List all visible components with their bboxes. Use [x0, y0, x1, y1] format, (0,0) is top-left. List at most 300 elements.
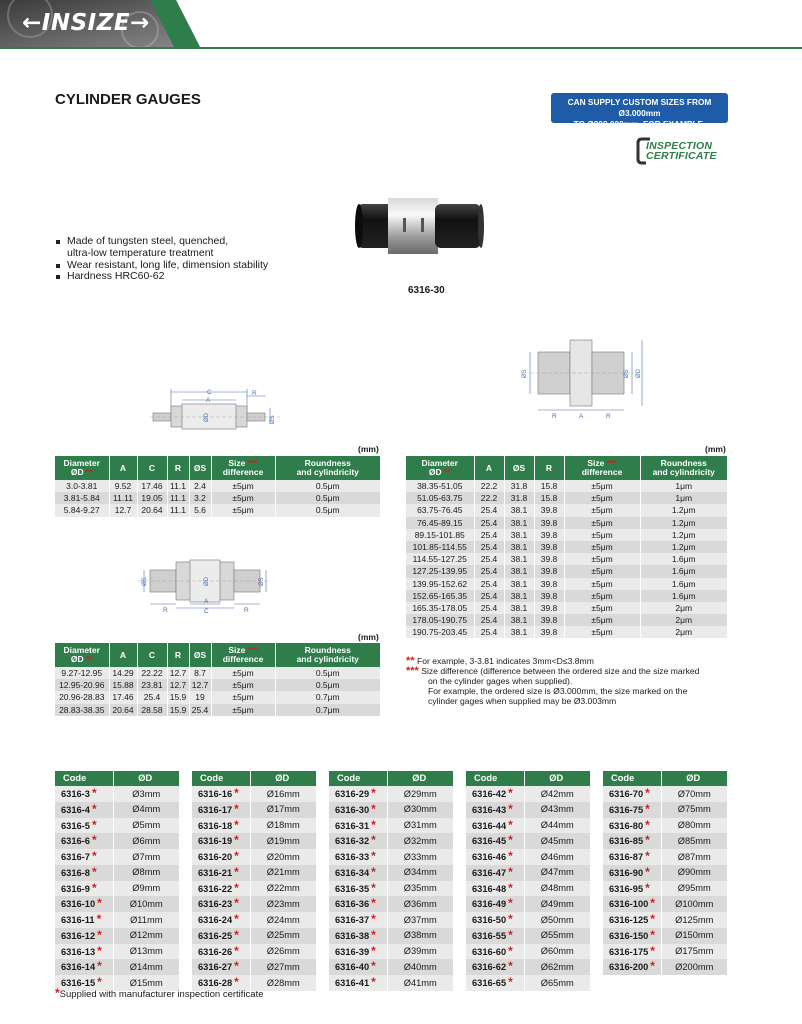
diameter-cell: Ø6mm — [113, 833, 180, 849]
page-title: CYLINDER GAUGES — [55, 91, 201, 108]
model-code: 6316-6 — [61, 836, 90, 847]
code-row — [192, 833, 317, 849]
model-code: 6316-70 — [609, 789, 644, 799]
code-cell — [55, 928, 113, 944]
table-cell: 165.35-178.05 — [406, 602, 474, 614]
code-cell — [466, 849, 524, 865]
code-row — [55, 959, 180, 975]
table-row — [406, 602, 728, 614]
table-cell: 19.05 — [137, 492, 167, 504]
code-row — [192, 818, 317, 834]
diameter-cell: Ø14mm — [113, 959, 180, 975]
code-cell — [466, 928, 524, 944]
code-cell — [603, 802, 661, 818]
table-cell: 1.6μm — [640, 578, 728, 590]
certificate-asterisk: * — [234, 833, 239, 848]
table-cell: 15.88 — [109, 679, 137, 691]
code-row — [55, 912, 180, 928]
table-cell: ±5μm — [564, 517, 640, 529]
model-code: 6316-46 — [472, 852, 507, 862]
certificate-label: INSPECTION CERTIFICATE — [646, 140, 717, 162]
col-code: Code — [55, 771, 113, 786]
diameter-cell: Ø39mm — [387, 944, 454, 960]
code-cell — [192, 959, 250, 975]
table-cell: 0.7μm — [275, 704, 381, 716]
certificate-asterisk: * — [508, 786, 513, 800]
spec-table-body — [55, 480, 381, 517]
table-cell: 1.2μm — [640, 541, 728, 553]
model-code: 6316-38 — [335, 930, 370, 941]
spec-table-header — [406, 456, 728, 480]
note-range: ** For example, 3-3.81 indicates 3mm<D≤3.8mm — [406, 655, 594, 667]
brand-logo: ←INSIZE→ — [22, 10, 150, 36]
diameter-cell: Ø65mm — [524, 975, 591, 991]
code-cell — [55, 802, 113, 818]
code-table — [603, 771, 728, 975]
table-row — [55, 704, 381, 716]
header-banner — [0, 0, 802, 50]
code-row — [329, 912, 454, 928]
diameter-cell: Ø60mm — [524, 944, 591, 960]
code-cell — [329, 928, 387, 944]
code-row — [329, 818, 454, 834]
table-cell: 39.8 — [534, 578, 564, 590]
model-code: 6316-175 — [609, 946, 649, 957]
model-code: 6316-28 — [198, 978, 233, 988]
diameter-cell: Ø41mm — [387, 975, 454, 991]
table-row — [406, 480, 728, 492]
model-code: 6316-32 — [335, 836, 370, 847]
table-row — [406, 614, 728, 626]
code-cell — [603, 912, 661, 928]
table-cell: ±5μm — [564, 541, 640, 553]
certificate-asterisk: * — [508, 849, 513, 863]
col-od: ØD — [113, 771, 180, 786]
certificate-asterisk: * — [645, 833, 650, 848]
certificate-asterisk: * — [371, 959, 376, 974]
model-code: 6316-87 — [609, 852, 644, 862]
diameter-cell: Ø11mm — [113, 912, 180, 928]
certificate-asterisk: * — [645, 817, 650, 832]
table-cell: 38.1 — [504, 614, 534, 626]
code-table — [192, 771, 317, 991]
unit-label: (mm) — [358, 632, 379, 642]
table-cell: ±5μm — [211, 504, 275, 516]
feature-item: Wear resistant, long life, dimension stability — [55, 260, 268, 272]
certificate-asterisk: * — [234, 943, 239, 958]
col-r: R — [167, 643, 189, 667]
code-row — [329, 786, 454, 802]
model-code: 6316-200 — [609, 962, 649, 973]
diameter-cell: Ø18mm — [250, 818, 317, 834]
code-cell — [192, 896, 250, 912]
diameter-cell: Ø42mm — [524, 786, 591, 802]
code-cell — [329, 833, 387, 849]
unit-label: (mm) — [705, 444, 726, 454]
col-od: ØD — [661, 771, 728, 786]
model-code: 6316-9 — [61, 883, 90, 894]
feature-item: Made of tungsten steel, quenched, — [55, 236, 268, 248]
table-cell: 20.64 — [109, 704, 137, 716]
table-cell: 39.8 — [534, 565, 564, 577]
model-code: 6316-43 — [472, 804, 507, 815]
col-os: ØS — [189, 643, 211, 667]
code-cell — [192, 802, 250, 818]
code-row — [329, 896, 454, 912]
certificate-asterisk: * — [371, 896, 376, 911]
diameter-cell: Ø12mm — [113, 928, 180, 944]
table-cell: 31.8 — [504, 480, 534, 492]
model-code: 6316-14 — [61, 962, 96, 973]
diameter-cell: Ø9mm — [113, 881, 180, 897]
code-cell — [329, 975, 387, 991]
certificate-asterisk: * — [234, 801, 239, 816]
diagram-label-r: R — [252, 390, 257, 397]
col-c: C — [137, 643, 167, 667]
diameter-cell: Ø24mm — [250, 912, 317, 928]
table-cell: ±5μm — [211, 691, 275, 703]
code-cell — [192, 912, 250, 928]
code-row — [329, 833, 454, 849]
code-cell — [466, 959, 524, 975]
table-row — [406, 504, 728, 516]
table-row — [55, 691, 381, 703]
table-cell: 1.2μm — [640, 517, 728, 529]
diameter-cell: Ø15mm — [113, 975, 180, 991]
code-cell — [192, 849, 250, 865]
model-code: 6316-125 — [609, 915, 649, 925]
table-cell: 15.8 — [534, 480, 564, 492]
col-code: Code — [466, 771, 524, 786]
note-size-difference: *** Size difference (difference between the ordered size and the size marked — [406, 665, 700, 677]
model-code: 6316-37 — [335, 915, 370, 925]
table-row — [55, 492, 381, 504]
certificate-asterisk: * — [508, 801, 513, 816]
code-row — [466, 881, 591, 897]
table-cell: 3.2 — [189, 492, 211, 504]
code-cell — [466, 786, 524, 802]
code-row — [466, 975, 591, 991]
code-row — [192, 849, 317, 865]
col-code: Code — [603, 771, 661, 786]
unit-label: (mm) — [358, 444, 379, 454]
code-row — [603, 818, 728, 834]
table-cell: ±5μm — [211, 679, 275, 691]
code-cell — [603, 865, 661, 881]
table-cell: 39.8 — [534, 626, 564, 638]
diameter-cell: Ø38mm — [387, 928, 454, 944]
table-cell: 152.65-165.35 — [406, 590, 474, 602]
code-cell — [329, 849, 387, 865]
certificate-asterisk: * — [645, 786, 650, 800]
table-cell: ±5μm — [564, 578, 640, 590]
col-size-difference: Size *** difference — [211, 456, 275, 480]
diameter-cell: Ø8mm — [113, 865, 180, 881]
table-cell: 25.4 — [474, 541, 504, 553]
diameter-cell: Ø75mm — [661, 802, 728, 818]
gauge-diagram-medium — [138, 556, 270, 614]
model-code: 6316-75 — [609, 804, 644, 815]
diameter-cell: Ø47mm — [524, 865, 591, 881]
spec-table-header — [55, 456, 381, 480]
code-cell — [603, 818, 661, 834]
diagram-label-os: ØS — [259, 577, 265, 586]
table-cell: 38.1 — [504, 565, 534, 577]
code-row — [55, 896, 180, 912]
certificate-asterisk: * — [508, 943, 513, 958]
code-cell — [466, 944, 524, 960]
diameter-cell: Ø22mm — [250, 881, 317, 897]
code-row — [55, 849, 180, 865]
certificate-asterisk: * — [91, 786, 97, 800]
table-cell: 2μm — [640, 614, 728, 626]
gauge-diagram-large — [516, 338, 650, 420]
table-cell: 1.6μm — [640, 590, 728, 602]
code-row — [55, 818, 180, 834]
custom-size-line2: TO Ø200.000mm, FOR EXAMPLE, Ø20.218mm — [573, 119, 706, 140]
model-code: 6316-5 — [61, 820, 90, 831]
col-os: ØS — [504, 456, 534, 480]
model-code: 6316-36 — [335, 899, 370, 910]
certificate-asterisk: * — [97, 943, 102, 958]
custom-size-line1: CAN SUPPLY CUSTOM SIZES FROM Ø3.000mm — [567, 97, 712, 118]
model-code: 6316-18 — [198, 820, 233, 831]
code-row — [603, 786, 728, 802]
model-code: 6316-40 — [335, 962, 370, 973]
table-cell: 8.7 — [189, 667, 211, 679]
code-row — [329, 944, 454, 960]
table-cell: 9.52 — [109, 480, 137, 492]
table-cell: 15.9 — [167, 691, 189, 703]
diameter-cell: Ø29mm — [387, 786, 454, 802]
table-cell: 101.85-114.55 — [406, 541, 474, 553]
diameter-cell: Ø125mm — [661, 912, 728, 928]
code-row — [466, 865, 591, 881]
code-row — [329, 849, 454, 865]
code-cell — [55, 818, 113, 834]
code-row — [329, 928, 454, 944]
table-cell: 0.5μm — [275, 480, 381, 492]
model-code: 6316-34 — [335, 867, 370, 878]
certificate-asterisk: * — [371, 786, 376, 800]
table-cell: 39.8 — [534, 504, 564, 516]
diagram-label-r: R — [552, 413, 557, 420]
certificate-asterisk: * — [508, 880, 513, 895]
diameter-cell: Ø37mm — [387, 912, 454, 928]
table-row — [55, 480, 381, 492]
model-code: 6316-15 — [61, 978, 96, 988]
model-code: 6316-4 — [61, 804, 90, 815]
table-cell: 76.45-89.15 — [406, 517, 474, 529]
code-cell — [603, 944, 661, 960]
code-cell — [466, 975, 524, 991]
diameter-cell: Ø100mm — [661, 896, 728, 912]
diameter-cell: Ø43mm — [524, 802, 591, 818]
diagram-label-r: R — [244, 607, 249, 614]
certificate-asterisk: * — [508, 975, 513, 989]
code-row — [329, 865, 454, 881]
diameter-cell: Ø10mm — [113, 896, 180, 912]
certificate-asterisk: * — [97, 959, 102, 974]
table-cell: 11.1 — [167, 480, 189, 492]
col-size-difference: Size *** difference — [564, 456, 640, 480]
code-cell — [192, 928, 250, 944]
col-diameter: Diameter ØD ** — [55, 643, 109, 667]
model-code: 6316-48 — [472, 883, 507, 894]
code-row — [603, 896, 728, 912]
code-row — [466, 928, 591, 944]
certificate-asterisk: * — [508, 896, 513, 911]
code-row — [603, 912, 728, 928]
table-cell: 38.1 — [504, 626, 534, 638]
table-cell: 2μm — [640, 602, 728, 614]
code-row — [192, 802, 317, 818]
table-cell: 3.0-3.81 — [55, 480, 109, 492]
diameter-cell: Ø50mm — [524, 912, 591, 928]
code-cell — [55, 944, 113, 960]
table-cell: ±5μm — [564, 602, 640, 614]
certificate-asterisk: * — [371, 880, 376, 895]
model-code: 6316-60 — [472, 946, 507, 957]
diameter-cell: Ø49mm — [524, 896, 591, 912]
certificate-asterisk: * — [650, 943, 655, 958]
table-cell: 28.58 — [137, 704, 167, 716]
model-code: 6316-26 — [198, 946, 233, 957]
code-row — [603, 928, 728, 944]
certificate-asterisk: * — [508, 927, 513, 942]
diagram-label-a: A — [206, 397, 211, 404]
code-cell — [466, 865, 524, 881]
col-od: ØD — [250, 771, 317, 786]
code-cell — [329, 802, 387, 818]
col-roundness: Roundness and cylindricity — [275, 456, 381, 480]
certificate-asterisk: * — [650, 927, 655, 942]
code-cell — [466, 896, 524, 912]
note-text: cylinder gages when supplied may be Ø3.003mm — [428, 696, 617, 706]
certificate-asterisk: * — [97, 896, 102, 911]
model-code: 6316-19 — [198, 836, 233, 847]
diameter-cell: Ø44mm — [524, 818, 591, 834]
certificate-asterisk: * — [645, 849, 650, 863]
table-cell: 25.4 — [474, 590, 504, 602]
code-cell — [55, 912, 113, 928]
diameter-cell: Ø31mm — [387, 818, 454, 834]
code-row — [192, 944, 317, 960]
code-row — [603, 881, 728, 897]
table-cell: 11.11 — [109, 492, 137, 504]
feature-item-continued: ultra-low temperature treatment — [67, 246, 214, 259]
model-code: 6316-7 — [61, 852, 90, 862]
cylinder-gauge-image — [355, 196, 485, 256]
diagram-label-c: C — [204, 608, 209, 614]
table-row — [55, 667, 381, 679]
table-cell: 19 — [189, 691, 211, 703]
model-code: 6316-30 — [335, 804, 370, 815]
diameter-cell: Ø35mm — [387, 881, 454, 897]
certificate-asterisk: * — [371, 927, 376, 942]
diameter-cell: Ø21mm — [250, 865, 317, 881]
code-table — [55, 771, 180, 991]
diameter-cell: Ø175mm — [661, 944, 728, 960]
model-code: 6316-21 — [198, 867, 233, 878]
diagram-label-a: A — [579, 413, 584, 420]
code-cell — [329, 959, 387, 975]
table-cell: 39.8 — [534, 602, 564, 614]
diagram-label-od: ØD — [204, 413, 210, 422]
code-row — [192, 881, 317, 897]
col-code: Code — [192, 771, 250, 786]
certificate-asterisk: * — [234, 896, 239, 911]
code-row — [192, 912, 317, 928]
model-code: 6316-20 — [198, 852, 233, 862]
certificate-asterisk: * — [650, 959, 655, 974]
table-row — [55, 504, 381, 516]
table-cell: ±5μm — [564, 626, 640, 638]
code-cell — [55, 865, 113, 881]
diameter-cell: Ø30mm — [387, 802, 454, 818]
table-cell: 178.05-190.75 — [406, 614, 474, 626]
code-row — [329, 802, 454, 818]
code-cell — [466, 802, 524, 818]
table-row — [406, 565, 728, 577]
model-code: 6316-13 — [61, 946, 96, 957]
certificate-asterisk: * — [650, 896, 655, 911]
code-cell — [603, 786, 661, 802]
diagram-label-os: ØS — [270, 415, 276, 424]
model-code: 6316-41 — [335, 978, 370, 988]
code-cell — [466, 881, 524, 897]
code-cell — [55, 849, 113, 865]
diagram-label-os: ØS — [522, 369, 528, 378]
code-row — [603, 865, 728, 881]
col-c: C — [137, 456, 167, 480]
code-cell — [329, 896, 387, 912]
code-row — [603, 944, 728, 960]
code-row — [466, 912, 591, 928]
col-roundness: Roundness and cylindricity — [275, 643, 381, 667]
diameter-cell: Ø80mm — [661, 818, 728, 834]
col-a: A — [109, 643, 137, 667]
table-cell: 38.1 — [504, 504, 534, 516]
certificate-asterisk: * — [508, 864, 513, 879]
col-r: R — [534, 456, 564, 480]
col-code: Code — [329, 771, 387, 786]
model-code: 6316-80 — [609, 820, 644, 831]
col-a: A — [474, 456, 504, 480]
diameter-cell: Ø40mm — [387, 959, 454, 975]
certificate-asterisk: * — [371, 801, 376, 816]
code-cell — [603, 881, 661, 897]
table-cell: 31.8 — [504, 492, 534, 504]
diameter-cell: Ø45mm — [524, 833, 591, 849]
col-roundness: Roundness and cylindricity — [640, 456, 728, 480]
table-cell: 17.46 — [109, 691, 137, 703]
table-cell: 25.4 — [474, 614, 504, 626]
table-cell: 15.9 — [167, 704, 189, 716]
table-cell: 114.55-127.25 — [406, 553, 474, 565]
model-code: 6316-10 — [61, 899, 96, 910]
diameter-cell: Ø70mm — [661, 786, 728, 802]
table-cell: ±5μm — [564, 504, 640, 516]
code-row — [192, 959, 317, 975]
table-cell: 25.4 — [189, 704, 211, 716]
table-row — [406, 626, 728, 638]
diameter-cell: Ø25mm — [250, 928, 317, 944]
table-row — [406, 492, 728, 504]
certificate-asterisk: * — [91, 833, 97, 848]
diameter-cell: Ø62mm — [524, 959, 591, 975]
table-cell: 2μm — [640, 626, 728, 638]
